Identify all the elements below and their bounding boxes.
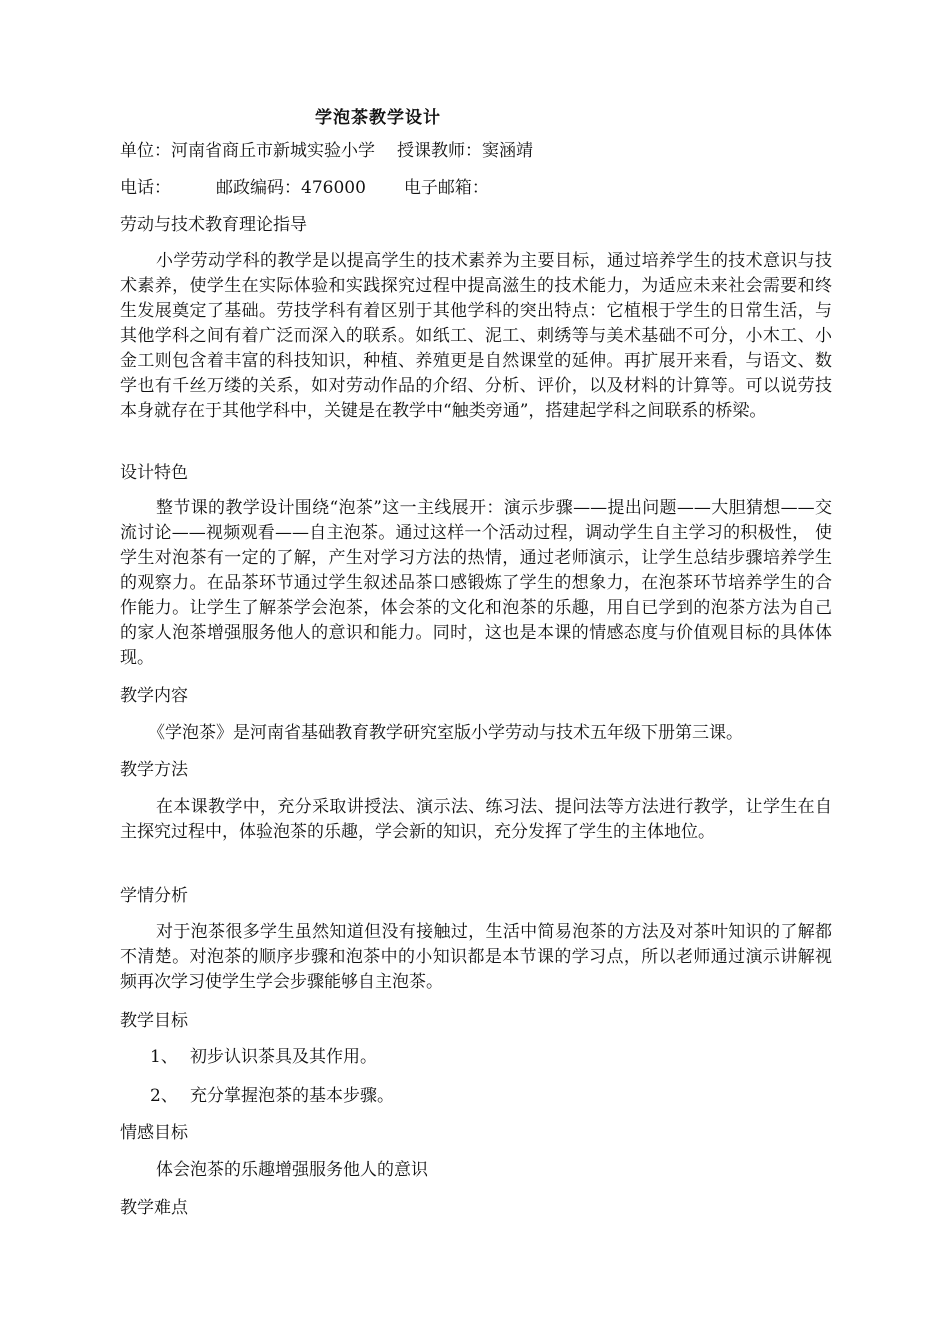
- list-item: [150, 1045, 377, 1069]
- teacher-text: 授课教师：窦涵靖: [397, 141, 533, 161]
- section-heading-emotional: 情感目标: [120, 1123, 188, 1143]
- document-title: 学泡茶教学设计: [315, 108, 441, 128]
- section-body-theory: 小学劳动学科的教学是以提高学生的技术素养为主要目标，通过培养学生的技术意识与技术素养，使学生在实际体验和实践探究过程中提高滋生的技术能力，为适应未来社会需要和终生发展奠定了基础。劳技学科有着区别于其他学科的突出特点：它植根于学生的日常生活，与其他学科之间有着广泛而深入的联系。如纸工、泥工、刺绣等与美术基础不可分，小木工、小金工则包含着丰富的科技知识，种植、养殖更是自然课堂的延伸。再扩展开来看，与语文、数学也有千丝万缕的关系，如对劳动作品的介绍、分析、评价，以及材料的计算等。可以说劳技本身就存在于其他学科中，关键是在教学中“触类旁通”，搭建起学科之间联系的桥梁。: [120, 251, 832, 421]
- phone-label: 电话：: [120, 178, 171, 198]
- section-body-methods: 在本课教学中，充分采取讲授法、演示法、练习法、提问法等方法进行教学，让学生在自主探究过程中，体验泡茶的乐趣，学会新的知识，充分发挥了学生的主体地位。: [120, 797, 832, 842]
- section-heading-objectives: 教学目标: [120, 1011, 188, 1031]
- contact-line: [120, 176, 489, 200]
- unit-text: 单位：河南省商丘市新城实验小学: [120, 141, 375, 161]
- section-heading-methods: 教学方法: [120, 760, 188, 780]
- section-body-content: 《学泡茶》是河南省基础教育教学研究室版小学劳动与技术五年级下册第三课。: [148, 723, 743, 743]
- section-heading-analysis: 学情分析: [120, 886, 188, 906]
- list-item: [150, 1084, 394, 1108]
- list-item-text: 充分掌握泡茶的基本步骤。: [190, 1086, 394, 1106]
- section-heading-content: 教学内容: [120, 686, 188, 706]
- section-body-emotional: 体会泡茶的乐趣增强服务他人的意识: [156, 1160, 428, 1180]
- section-body-features: 整节课的教学设计围绕“泡茶”这一主线展开：演示步骤——提出问题——大胆猜想——交流讨论——视频观看——自主泡茶。通过这样一个活动过程，调动学生自主学习的积极性， 使学生对泡茶有一定的了解，产生对学习方法的热情，通过老师演示，让学生总结步骤培养学生的观察力。在品茶环节通过学生叙述品茶口感锻炼了学生的想象力，在泡茶环节培养学生的合作能力。让学生了解茶学会泡茶，体会茶的文化和泡茶的乐趣，用自已学到的泡茶方法为自己的家人泡茶增强服务他人的意识和能力。同时，这也是本课的情感态度与价值观目标的具体体现。: [120, 498, 832, 668]
- section-body-analysis: 对于泡茶很多学生虽然知道但没有接触过，生活中简易泡茶的方法及对茶叶知识的了解都不清楚。对泡茶的顺序步骤和泡茶中的小知识都是本节课的学习点，所以老师通过演示讲解视频再次学习使学生学会步骤能够自主泡茶。: [120, 922, 832, 992]
- section-heading-features: 设计特色: [120, 463, 188, 483]
- email-label: 电子邮箱：: [403, 178, 489, 198]
- list-item-number: 2、: [150, 1086, 178, 1106]
- unit-teacher-line: [120, 139, 533, 163]
- section-heading-difficulties: 教学难点: [120, 1198, 188, 1218]
- list-item-number: 1、: [150, 1047, 178, 1067]
- postal-code-label: 邮政编码：476000: [216, 178, 366, 198]
- list-item-text: 初步认识茶具及其作用。: [190, 1047, 377, 1067]
- section-heading-theory: 劳动与技术教育理论指导: [120, 215, 307, 235]
